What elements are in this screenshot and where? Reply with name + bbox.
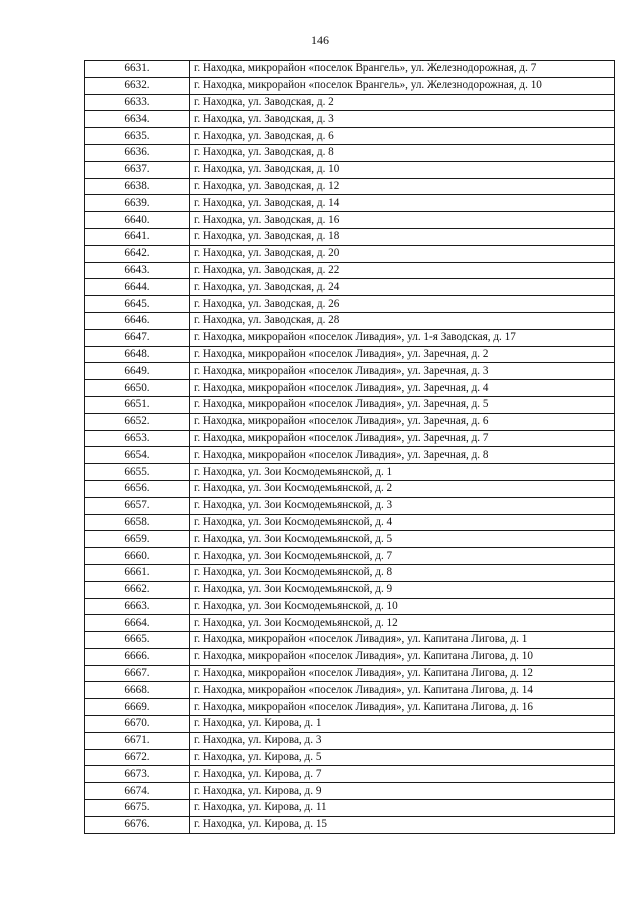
address-cell: г. Находка, ул. Зои Космодемьянской, д. 4 [190,514,615,531]
address-table-body [85,61,615,834]
table-row [85,598,615,615]
row-number-cell: 6656. [85,480,190,497]
table-row [85,61,615,78]
table-row [85,329,615,346]
address-cell: г. Находка, ул. Зои Космодемьянской, д. 5 [190,531,615,548]
table-row [85,816,615,833]
address-cell: г. Находка, ул. Зои Космодемьянской, д. 8 [190,564,615,581]
row-number-cell: 6640. [85,212,190,229]
row-number-cell: 6654. [85,447,190,464]
address-cell: г. Находка, микрорайон «поселок Ливадия», ул. Заречная, д. 7 [190,430,615,447]
address-cell: г. Находка, микрорайон «поселок Врангель», ул. Железнодорожная, д. 7 [190,61,615,78]
row-number-cell: 6676. [85,816,190,833]
row-number-cell: 6646. [85,312,190,329]
table-row [85,716,615,733]
row-number-cell: 6659. [85,531,190,548]
row-number-cell: 6649. [85,363,190,380]
row-number-cell: 6658. [85,514,190,531]
table-row [85,514,615,531]
table-row [85,144,615,161]
row-number-cell: 6667. [85,665,190,682]
row-number-cell: 6633. [85,94,190,111]
address-cell: г. Находка, ул. Заводская, д. 12 [190,178,615,195]
table-row [85,94,615,111]
address-cell: г. Находка, микрорайон «поселок Ливадия», ул. Капитана Лигова, д. 16 [190,699,615,716]
address-cell: г. Находка, ул. Заводская, д. 26 [190,296,615,313]
table-row [85,699,615,716]
row-number-cell: 6652. [85,413,190,430]
address-cell: г. Находка, ул. Заводская, д. 16 [190,212,615,229]
address-cell: г. Находка, ул. Заводская, д. 28 [190,312,615,329]
row-number-cell: 6636. [85,144,190,161]
address-cell: г. Находка, ул. Заводская, д. 2 [190,94,615,111]
address-cell: г. Находка, микрорайон «поселок Врангель», ул. Железнодорожная, д. 10 [190,77,615,94]
table-row [85,128,615,145]
table-row [85,312,615,329]
address-cell: г. Находка, ул. Заводская, д. 6 [190,128,615,145]
table-row [85,212,615,229]
address-cell: г. Находка, ул. Кирова, д. 11 [190,800,615,817]
address-cell: г. Находка, ул. Зои Космодемьянской, д. 9 [190,581,615,598]
row-number-cell: 6632. [85,77,190,94]
row-number-cell: 6672. [85,749,190,766]
table-row [85,161,615,178]
table-row [85,195,615,212]
row-number-cell: 6668. [85,682,190,699]
table-row [85,346,615,363]
address-cell: г. Находка, ул. Заводская, д. 8 [190,144,615,161]
row-number-cell: 6675. [85,800,190,817]
table-row [85,279,615,296]
row-number-cell: 6639. [85,195,190,212]
row-number-cell: 6660. [85,548,190,565]
table-row [85,178,615,195]
row-number-cell: 6663. [85,598,190,615]
row-number-cell: 6641. [85,228,190,245]
row-number-cell: 6669. [85,699,190,716]
address-cell: г. Находка, ул. Кирова, д. 5 [190,749,615,766]
row-number-cell: 6661. [85,564,190,581]
row-number-cell: 6650. [85,380,190,397]
address-cell: г. Находка, ул. Заводская, д. 3 [190,111,615,128]
page-number: 146 [311,33,329,47]
address-cell: г. Находка, ул. Зои Космодемьянской, д. 1 [190,464,615,481]
address-cell: г. Находка, ул. Зои Космодемьянской, д. 2 [190,480,615,497]
table-row [85,648,615,665]
row-number-cell: 6642. [85,245,190,262]
table-row [85,363,615,380]
row-number-cell: 6645. [85,296,190,313]
address-cell: г. Находка, ул. Заводская, д. 14 [190,195,615,212]
row-number-cell: 6655. [85,464,190,481]
table-row [85,766,615,783]
table-row [85,77,615,94]
address-cell: г. Находка, ул. Кирова, д. 3 [190,732,615,749]
row-number-cell: 6673. [85,766,190,783]
address-cell: г. Находка, микрорайон «поселок Ливадия», ул. Капитана Лигова, д. 1 [190,632,615,649]
table-row [85,564,615,581]
table-row [85,262,615,279]
address-cell: г. Находка, ул. Заводская, д. 18 [190,228,615,245]
address-cell: г. Находка, ул. Кирова, д. 15 [190,816,615,833]
table-row [85,497,615,514]
table-row [85,111,615,128]
table-row [85,581,615,598]
table-row [85,430,615,447]
row-number-cell: 6662. [85,581,190,598]
row-number-cell: 6634. [85,111,190,128]
row-number-cell: 6664. [85,615,190,632]
table-row [85,665,615,682]
table-row [85,632,615,649]
address-cell: г. Находка, ул. Кирова, д. 1 [190,716,615,733]
table-row [85,531,615,548]
row-number-cell: 6670. [85,716,190,733]
table-row [85,480,615,497]
address-table [84,60,615,834]
address-cell: г. Находка, ул. Зои Космодемьянской, д. 7 [190,548,615,565]
address-cell: г. Находка, ул. Заводская, д. 20 [190,245,615,262]
address-cell: г. Находка, микрорайон «поселок Ливадия», ул. Заречная, д. 8 [190,447,615,464]
row-number-cell: 6653. [85,430,190,447]
address-cell: г. Находка, ул. Заводская, д. 24 [190,279,615,296]
row-number-cell: 6631. [85,61,190,78]
row-number-cell: 6637. [85,161,190,178]
address-cell: г. Находка, микрорайон «поселок Ливадия», ул. Капитана Лигова, д. 12 [190,665,615,682]
address-cell: г. Находка, ул. Заводская, д. 10 [190,161,615,178]
row-number-cell: 6647. [85,329,190,346]
table-row [85,380,615,397]
table-row [85,548,615,565]
row-number-cell: 6643. [85,262,190,279]
row-number-cell: 6635. [85,128,190,145]
table-row [85,228,615,245]
address-cell: г. Находка, ул. Кирова, д. 7 [190,766,615,783]
address-cell: г. Находка, микрорайон «поселок Ливадия», ул. 1-я Заводская, д. 17 [190,329,615,346]
table-row [85,615,615,632]
row-number-cell: 6644. [85,279,190,296]
table-row [85,413,615,430]
row-number-cell: 6638. [85,178,190,195]
table-row [85,682,615,699]
table-row [85,245,615,262]
address-cell: г. Находка, микрорайон «поселок Ливадия», ул. Капитана Лигова, д. 14 [190,682,615,699]
table-row [85,396,615,413]
address-cell: г. Находка, микрорайон «поселок Ливадия», ул. Заречная, д. 2 [190,346,615,363]
address-cell: г. Находка, микрорайон «поселок Ливадия», ул. Заречная, д. 4 [190,380,615,397]
table-row [85,749,615,766]
address-cell: г. Находка, ул. Зои Космодемьянской, д. 10 [190,598,615,615]
table-row [85,800,615,817]
row-number-cell: 6666. [85,648,190,665]
table-row [85,296,615,313]
address-cell: г. Находка, ул. Кирова, д. 9 [190,783,615,800]
address-cell: г. Находка, ул. Зои Космодемьянской, д. 12 [190,615,615,632]
table-row [85,783,615,800]
row-number-cell: 6665. [85,632,190,649]
table-row [85,464,615,481]
row-number-cell: 6651. [85,396,190,413]
address-cell: г. Находка, ул. Заводская, д. 22 [190,262,615,279]
row-number-cell: 6671. [85,732,190,749]
address-cell: г. Находка, микрорайон «поселок Ливадия», ул. Капитана Лигова, д. 10 [190,648,615,665]
row-number-cell: 6648. [85,346,190,363]
row-number-cell: 6657. [85,497,190,514]
address-cell: г. Находка, микрорайон «поселок Ливадия», ул. Заречная, д. 5 [190,396,615,413]
row-number-cell: 6674. [85,783,190,800]
address-cell: г. Находка, микрорайон «поселок Ливадия», ул. Заречная, д. 6 [190,413,615,430]
table-row [85,447,615,464]
table-row [85,732,615,749]
address-cell: г. Находка, микрорайон «поселок Ливадия», ул. Заречная, д. 3 [190,363,615,380]
address-cell: г. Находка, ул. Зои Космодемьянской, д. 3 [190,497,615,514]
